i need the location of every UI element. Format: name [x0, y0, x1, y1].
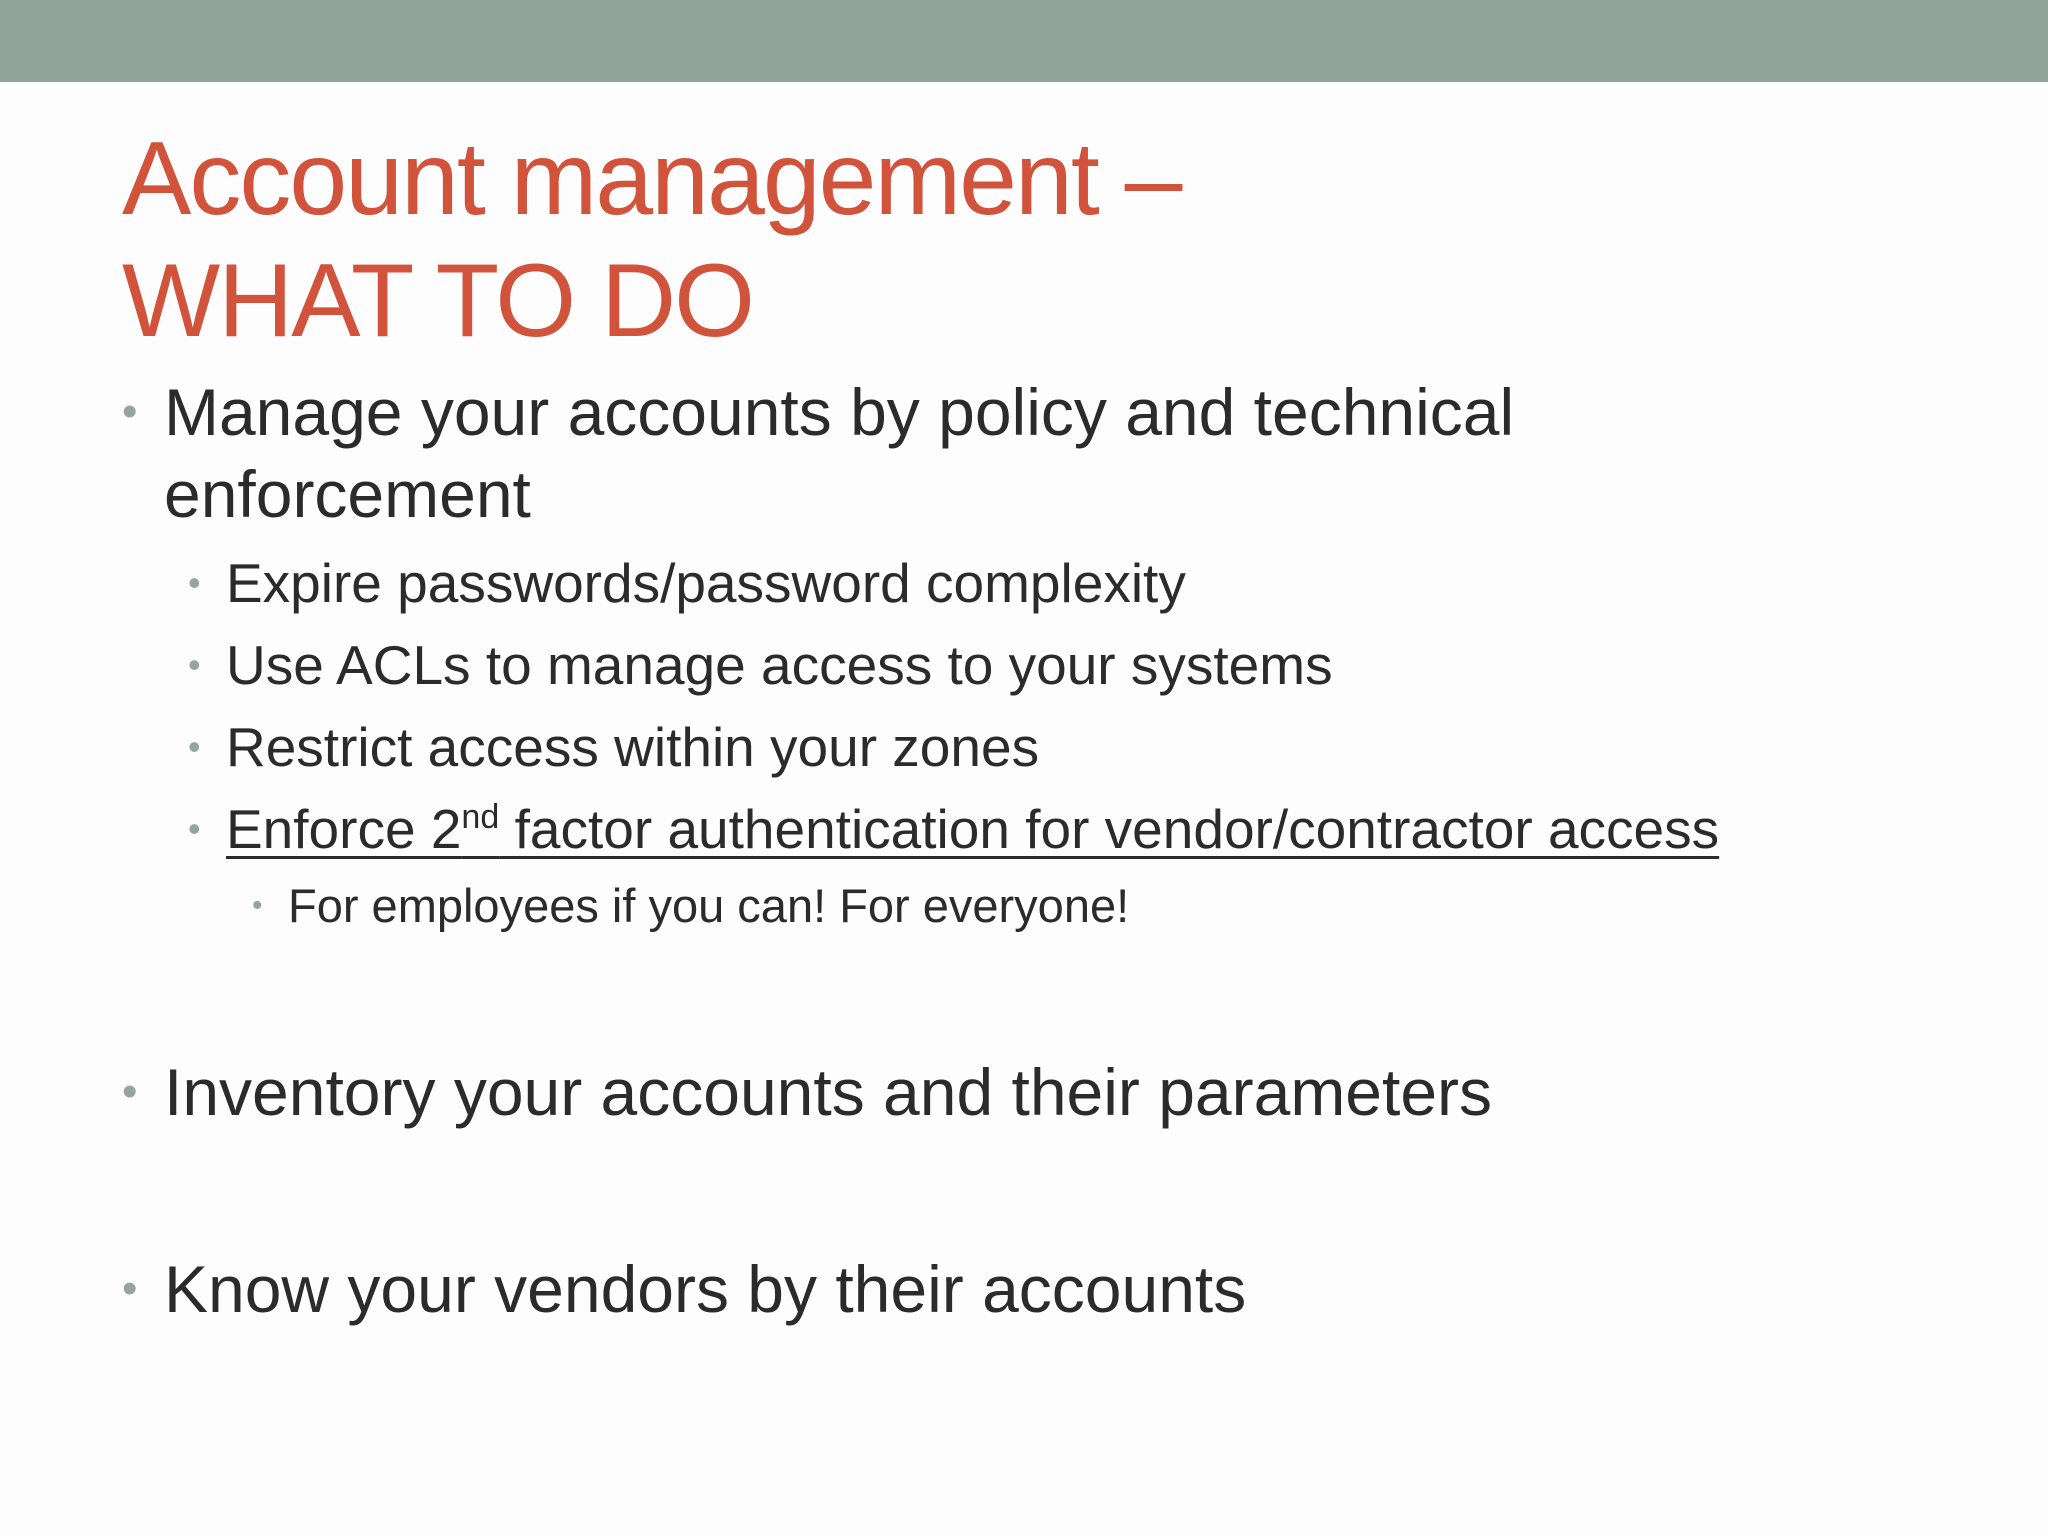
bullet-dot-icon: •	[188, 562, 201, 603]
sub-sub-bullet-item	[252, 874, 1130, 938]
sub-bullet-text: Restrict access within your zones	[226, 716, 1040, 778]
bullet-item-continuation	[164, 453, 531, 535]
bullet-item	[122, 371, 1515, 453]
bullet-dot-icon: •	[122, 387, 138, 436]
slide-title	[122, 118, 1180, 362]
bullet-dot-icon: •	[122, 1264, 138, 1313]
bullet-dot-icon: •	[122, 1067, 138, 1116]
bullet-text: enforcement	[164, 457, 531, 531]
sub-bullet-text-pre: Enforce 2	[226, 798, 462, 860]
bullet-dot-icon: •	[252, 889, 263, 922]
title-line-2: WHAT TO DO	[122, 243, 754, 359]
sub-bullet-text: Use ACLs to manage access to your systems	[226, 634, 1333, 696]
bullet-text: Know your vendors by their accounts	[164, 1252, 1247, 1326]
bullet-text: Inventory your accounts and their parameters	[164, 1055, 1493, 1129]
ordinal-suffix: nd	[461, 798, 500, 837]
bullet-dot-icon: •	[188, 808, 201, 849]
title-line-1: Account management –	[122, 121, 1181, 237]
underlined-sub-bullet-text	[226, 798, 1719, 860]
bullet-dot-icon: •	[188, 726, 201, 767]
sub-bullet-item	[188, 706, 1040, 788]
sub-bullet-text: Expire passwords/password complexity	[226, 552, 1186, 614]
sub-bullet-item	[188, 624, 1333, 706]
header-band	[0, 0, 2048, 82]
bullet-item	[122, 1248, 1247, 1330]
sub-bullet-text-post: factor authentication for vendor/contractor access	[499, 798, 1720, 860]
sub-sub-bullet-text: For employees if you can! For everyone!	[288, 879, 1130, 932]
bullet-item	[122, 1051, 1493, 1133]
sub-bullet-item	[188, 788, 1720, 870]
bullet-dot-icon: •	[188, 644, 201, 685]
bullet-text: Manage your accounts by policy and technical	[164, 375, 1515, 449]
sub-bullet-item	[188, 542, 1186, 624]
